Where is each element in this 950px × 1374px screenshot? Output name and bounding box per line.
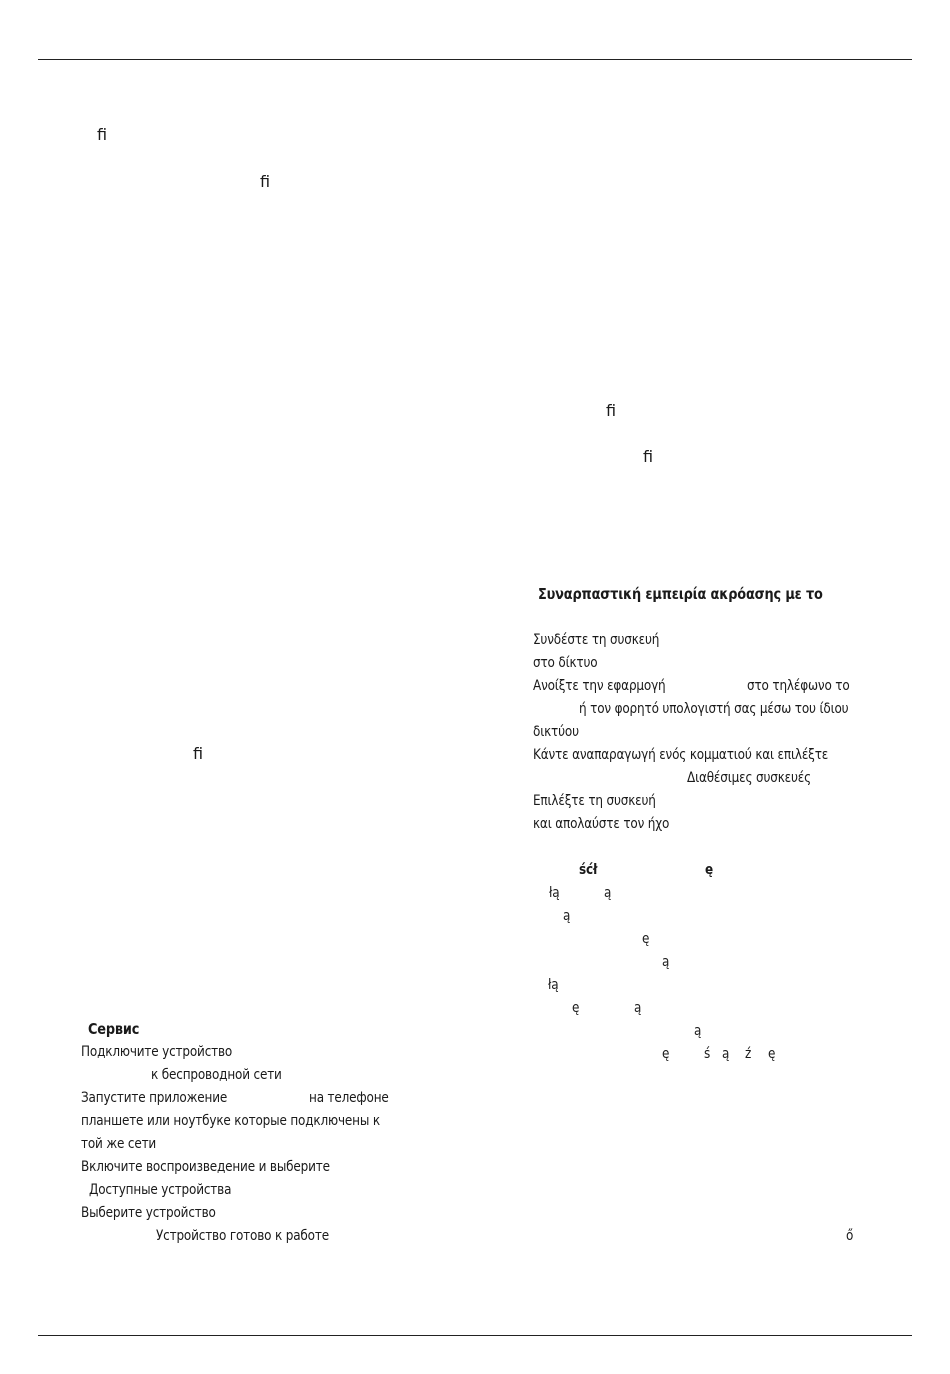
polish-char: ę (642, 931, 650, 947)
polish-char: ą (634, 1000, 642, 1016)
polish-char: ą (604, 885, 612, 901)
russian-step-1-line-1: Подключите устройство (81, 1044, 233, 1060)
polish-char: ą (722, 1046, 730, 1062)
greek-step-2-line-2: ή τον φορητό υπολογιστή σας μέσω του ίδιου (579, 701, 849, 717)
russian-step-2-line-3: той же сети (81, 1136, 157, 1152)
greek-step-1-line-1: Συνδέστε τη συσκευή (533, 632, 660, 648)
russian-step-1-line-2: к беспроводной сети (151, 1067, 282, 1083)
greek-step-2-line-1a: Ανοίξτε την εφαρμογή (533, 678, 666, 694)
ligature-fragment: ﬁ (193, 744, 204, 763)
russian-step-4-line-1: Выберите устройство (81, 1205, 216, 1221)
polish-char: ś (704, 1046, 711, 1062)
ligature-fragment: ﬁ (606, 401, 617, 420)
russian-step-2-line-2: планшете или ноутбуке которые подключены к (81, 1113, 380, 1129)
russian-step-4-line-2: Устройство готово к работе (156, 1228, 329, 1244)
greek-step-2-line-1b: στο τηλέφωνο το (747, 678, 850, 694)
ligature-fragment: ﬁ (643, 447, 654, 466)
polish-char: ą (694, 1023, 702, 1039)
greek-step-4-line-1: Επιλέξτε τη συσκευή (533, 793, 656, 809)
header-rule (38, 59, 912, 60)
polish-char: łą (548, 977, 559, 993)
greek-step-4-line-2: και απολαύστε τον ήχο (533, 816, 670, 832)
russian-step-2-line-1a: Запустите приложение (81, 1090, 228, 1106)
russian-step-3-line-2: Доступные устройства (89, 1182, 232, 1198)
polish-heading-fragment-1: śćł (579, 862, 598, 878)
russian-section-heading: Сервис (88, 1020, 140, 1038)
footer-rule (38, 1335, 912, 1336)
polish-char: ę (768, 1046, 776, 1062)
greek-section-heading: Συναρπαστική εμπειρία ακρόασης με το (538, 585, 823, 603)
polish-heading-fragment-2: ę (705, 862, 713, 878)
russian-step-2-line-1b: на телефоне (309, 1090, 389, 1106)
polish-char: ę (572, 1000, 580, 1016)
greek-step-1-line-2: στο δίκτυο (533, 655, 598, 671)
ligature-fragment: ﬁ (260, 172, 271, 191)
ligature-fragment: ﬁ (97, 125, 108, 144)
polish-char: ą (662, 954, 670, 970)
polish-char: łą (549, 885, 560, 901)
russian-step-3-line-1: Включите воспроизведение и выберите (81, 1159, 330, 1175)
polish-char: ę (662, 1046, 670, 1062)
hungarian-char: ő (846, 1228, 854, 1244)
greek-step-3-line-1: Κάντε αναπαραγωγή ενός κομματιού και επιλέξτε (533, 747, 829, 763)
greek-step-2-line-3: δικτύου (533, 724, 579, 740)
greek-step-3-line-2: Διαθέσιμες συσκευές (687, 770, 812, 786)
polish-char: ą (563, 908, 571, 924)
polish-char: ź (745, 1046, 752, 1062)
